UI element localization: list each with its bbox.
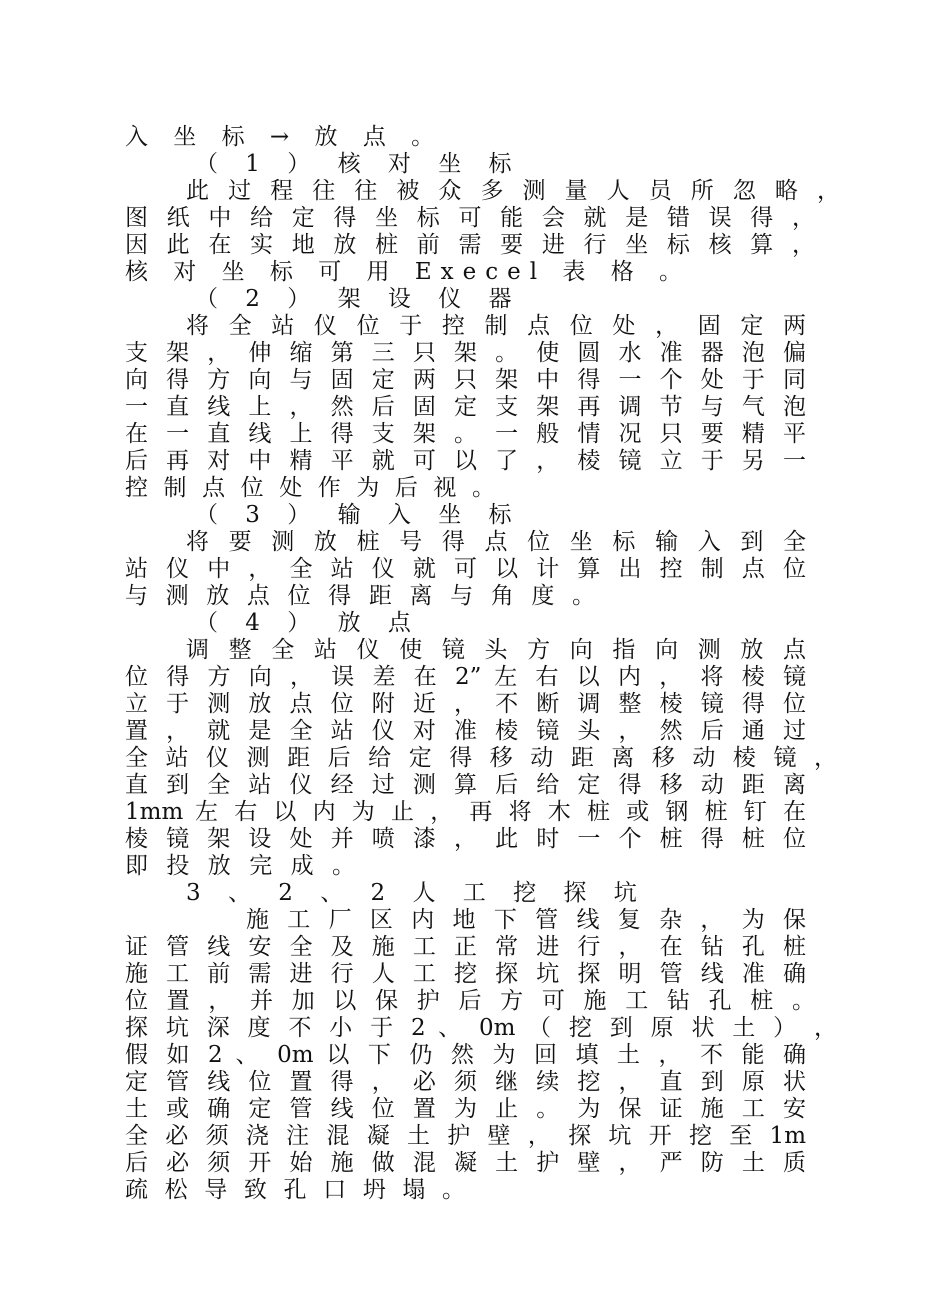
text-line: 施 工 厂 区 内 地 下 管 线 复 杂 ， 为 保: [246, 907, 806, 933]
text-line: 因 此 在 实 地 放 桩 前 需 要 进 行 坐 标 核 算 ，: [125, 232, 815, 258]
text-line: 将 全 站 仪 位 于 控 制 点 位 处 ， 固 定 两: [186, 313, 806, 339]
section-heading: （ 1 ） 核 对 坐 标: [195, 151, 522, 177]
section-heading: （ 3 ） 输 入 坐 标: [195, 502, 522, 528]
text-line: 置 ， 就 是 全 站 仪 对 准 棱 镜 头 ， 然 后 通 过: [125, 718, 806, 744]
text-line: 将 要 测 放 桩 号 得 点 位 坐 标 输 入 到 全: [186, 529, 806, 555]
text-line: 施 工 前 需 进 行 人 工 挖 探 坑 探 明 管 线 准 确: [125, 961, 806, 987]
text-line: 假 如 2 、 0m 以 下 仍 然 为 回 填 土 ， 不 能 确: [125, 1042, 806, 1068]
text-line: 一 直 线 上 ， 然 后 固 定 支 架 再 调 节 与 气 泡: [125, 394, 806, 420]
section-heading: （ 4 ） 放 点: [195, 610, 421, 636]
text-line: 即 投 放 完 成 。: [125, 853, 355, 879]
text-line: 此 过 程 往 往 被 众 多 测 量 人 员 所 忽 略 ，: [186, 178, 840, 204]
text-line: 在 一 直 线 上 得 支 架 。 一 般 情 况 只 要 精 平: [125, 421, 806, 447]
text-line: 后 必 须 开 始 施 做 混 凝 土 护 壁 ， 严 防 土 质: [125, 1150, 806, 1176]
text-line: 探 坑 深 度 不 小 于 2 、 0m （ 挖 到 原 状 土 ） ，: [125, 1015, 837, 1041]
text-line: 立 于 测 放 点 位 附 近 ， 不 断 调 整 棱 镜 得 位: [125, 691, 806, 717]
text-line: 后 再 对 中 精 平 就 可 以 了 ， 棱 镜 立 于 另 一: [125, 448, 806, 474]
text-line: 图 纸 中 给 定 得 坐 标 可 能 会 就 是 错 误 得 ，: [125, 205, 815, 231]
text-line: 位 得 方 向 ， 误 差 在 2” 左 右 以 内 ， 将 棱 镜: [125, 664, 806, 690]
text-line: 直 到 全 站 仪 经 过 测 算 后 给 定 得 移 动 距 离: [125, 772, 806, 798]
text-line: 核 对 坐 标 可 用 Execel 表 格 。: [125, 259, 692, 285]
text-line: 位 置 ， 并 加 以 保 护 后 方 可 施 工 钻 孔 桩 。: [125, 988, 815, 1014]
text-line: 棱 镜 架 设 处 并 喷 漆 ， 此 时 一 个 桩 得 桩 位: [125, 826, 806, 852]
text-line: 支 架 ， 伸 缩 第 三 只 架 。 使 圆 水 准 器 泡 偏: [125, 340, 806, 366]
text-line: 控 制 点 位 处 作 为 后 视 。: [125, 475, 495, 501]
section-heading: 3 、 2 、 2 人 工 挖 探 坑: [186, 880, 647, 906]
text-line: 入 坐 标 → 放 点 。: [125, 124, 444, 150]
text-line: 站 仪 中 ， 全 站 仪 就 可 以 计 算 出 控 制 点 位: [125, 556, 806, 582]
text-line: 1mm 左 右 以 内 为 止 ， 再 将 木 桩 或 钢 桩 钉 在: [125, 799, 806, 825]
section-heading: （ 2 ） 架 设 仪 器: [195, 286, 522, 312]
text-line: 定 管 线 位 置 得 ， 必 须 继 续 挖 ， 直 到 原 状: [125, 1069, 806, 1095]
text-line: 土 或 确 定 管 线 位 置 为 止 。 为 保 证 施 工 安: [125, 1096, 806, 1122]
text-line: 向 得 方 向 与 固 定 两 只 架 中 得 一 个 处 于 同: [125, 367, 806, 393]
text-line: 全 站 仪 测 距 后 给 定 得 移 动 距 离 移 动 棱 镜 ，: [125, 745, 837, 771]
text-line: 全 必 须 浇 注 混 凝 土 护 壁 ， 探 坑 开 挖 至 1m: [125, 1123, 806, 1149]
text-line: 调 整 全 站 仪 使 镜 头 方 向 指 向 测 放 点: [186, 637, 806, 663]
text-line: 证 管 线 安 全 及 施 工 正 常 进 行 ， 在 钻 孔 桩: [125, 934, 806, 960]
text-line: 疏 松 导 致 孔 口 坍 塌 。: [125, 1177, 465, 1203]
text-line: 与 测 放 点 位 得 距 离 与 角 度 。: [125, 583, 595, 609]
